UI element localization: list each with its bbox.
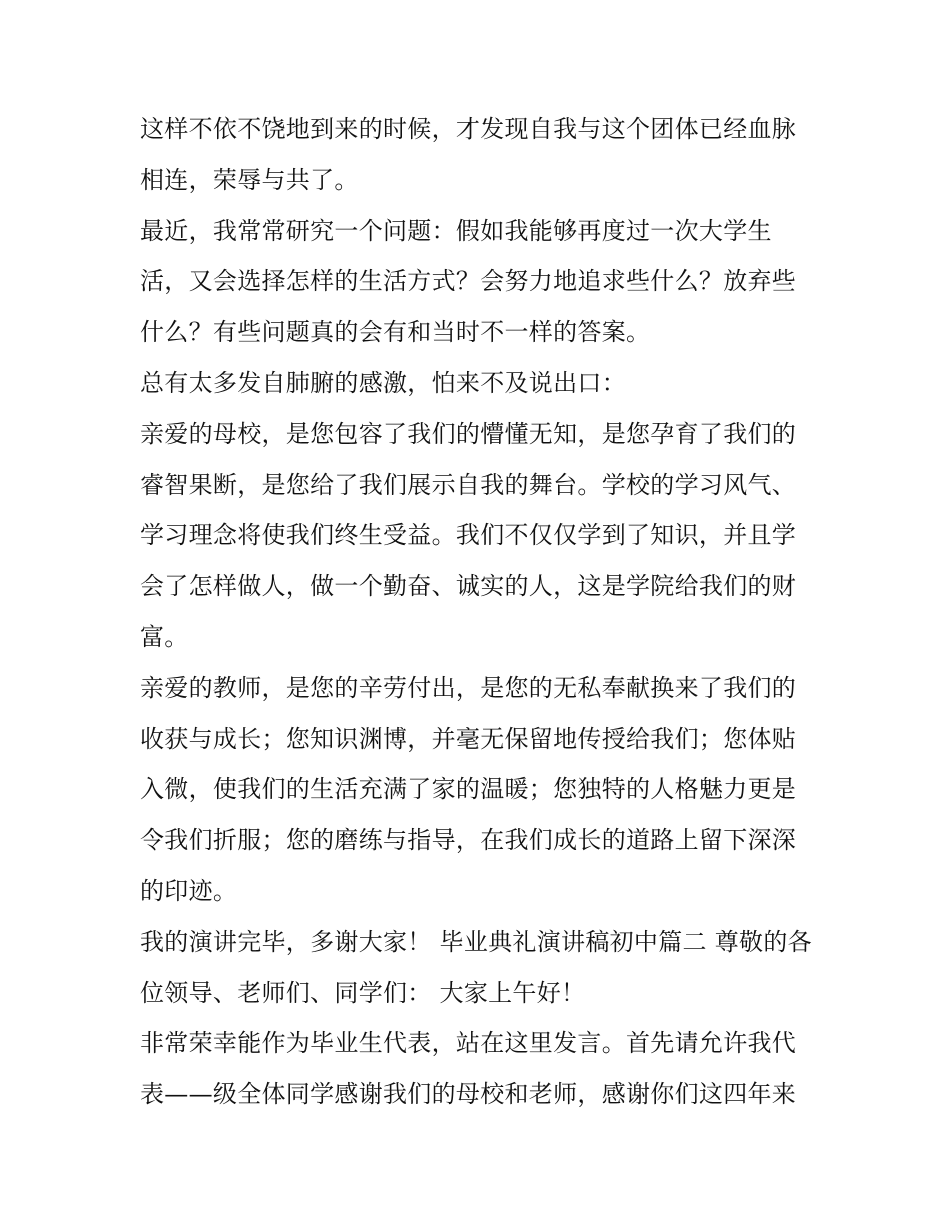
document-page <box>140 104 820 1120</box>
paragraph-3: 总有太多发自肺腑的感激，怕来不及说出口： <box>140 368 626 397</box>
paragraph-1: 这样不依不饶地到来的时候，才发现自我与这个团体已经血脉相连，荣辱与共了。 <box>140 115 797 194</box>
paragraph-7: 非常荣幸能作为毕业生代表，站在这里发言。首先请允许我代表——级全体同学感谢我们的母校和老师，感谢你们这四年来 <box>140 1029 797 1109</box>
paragraph-6: 我的演讲完毕，多谢大家！ 毕业典礼演讲稿初中篇二 尊敬的各位领导、老师们、同学们： 大家上午好！ <box>140 927 812 1007</box>
paragraph-4: 亲爱的母校，是您包容了我们的懵懂无知，是您孕育了我们的睿智果断，是您给了我们展示自我的舞台。学校的学习风气、学习理念将使我们终生受益。我们不仅仅学到了知识，并且学会了怎样做人，做一个勤奋、诚实的人，这是学院给我们的财富。 <box>140 419 797 651</box>
paragraph-2: 最近，我常常研究一个问题：假如我能够再度过一次大学生活，又会选择怎样的生活方式？会努力地追求些什么？放弃些什么？有些问题真的会有和当时不一样的答案。 <box>140 216 797 347</box>
paragraph-5: 亲爱的教师，是您的辛劳付出，是您的无私奉献换来了我们的收获与成长；您知识渊博，并毫无保留地传授给我们；您体贴入微，使我们的生活充满了家的温暖；您独特的人格魅力更是令我们折服；您的磨练与指导，在我们成长的道路上留下深深的印迹。 <box>140 673 797 905</box>
